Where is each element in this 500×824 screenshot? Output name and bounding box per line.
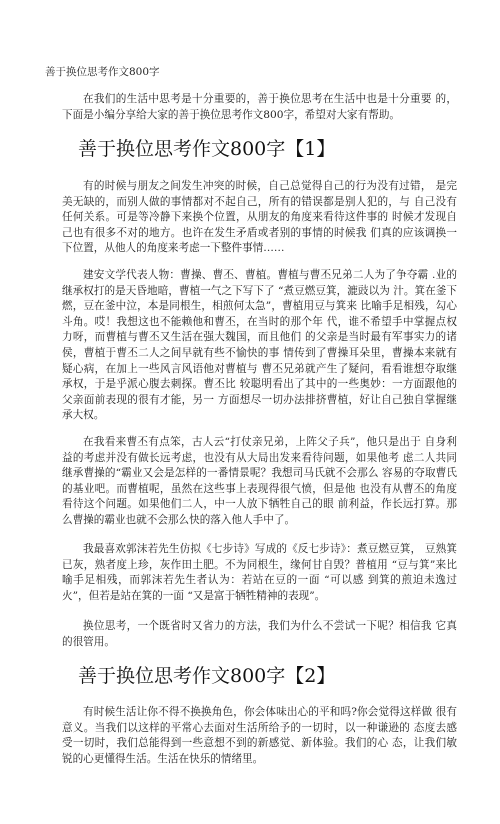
section-1-paragraph-3: 在我看来曹丕有点笨，古人云“打仗亲兄弟，上阵父子兵”，他只是出于 自身利益的考虑并没有做长远考虑，也没有从大局出发来看待问题，如果他考 虑二人共同继承曹操的“霸业又会是怎样的一番情景呢？我想司马氏就不会那么 容易的夺取曹氏的基业吧。而曹植呢，虽然在这些事上表现得很气愤，但是他 也没有从曹丕的角度看待这个问题。如果他们二人，中一人放下牺牲自己的眼 前利益，作长远打算。那么曹操的霸业也就不会那么快的落入他人手中了。: [62, 436, 457, 526]
section-2-heading: 善于换位思考作文800字【2】: [78, 665, 336, 687]
section-1-paragraph-5: 换位思考，一个既省时又省力的方法，我们为什么不尝试一下呢？相信我 它真的很管用。: [62, 620, 457, 648]
intro-paragraph: 在我们的生活中思考是十分重要的，善于换位思考在生活中也是十分重要 的，下面是小编分享给大家的善于换位思考作文800字，希望对大家有帮助。: [62, 93, 457, 121]
section-1-heading: 善于换位思考作文800字【1】: [78, 138, 336, 160]
section-1-paragraph-1: 有的时候与朋友之间发生冲突的时候，自己总觉得自己的行为没有过错， 是完美无缺的，而别人做的事情都对不起自己，所有的错误都是别人犯的，与 自己没有任何关系。可是等冷静下来换个位置，从朋友的角度来看待这件事的 时候才发现自己也有很多不对的地方。也许在发生矛盾或者别的事情的时候我 们真的应该调换一下位置，从他人的角度来考虑一下整件事情……: [62, 180, 457, 255]
section-2-paragraph-1: 有时候生活让你不得不换换角色，你会体味出心的平和吗?你会觉得这样做 很有意义。当我们以这样的平常心去面对生活所给予的一切时，以一种谦逊的 态度去感受一切时，我们总能得到一些意想不到的新感觉、新体验。我们的心 态，让我们敏锐的心更懂得生活。生活在快乐的情绪里。: [62, 706, 457, 765]
section-1-paragraph-4: 我最喜欢郭沫若先生仿拟《七步诗》写成的《反七步诗》：煮豆燃豆箕， 豆熟箕已灰，熟者度上珍，灰作田土肥。不为同根生，缘何甘自毁？普植用 “豆与箕”来比喻手足相残，而郭沫若先生者认为：若站在豆的一面 “可以感 到箕的煎迫未逸过火”，但若是站在箕的一面 “又是富于牺牲精神的表现”。: [62, 543, 457, 602]
section-1-paragraph-2: 建安文学代表人物：曹操、曹丕、曹植。曹植与曹丕兄弟二人为了争夺霸 .业的继承权打的是天昏地暗，曹植一气之下写下了 “煮豆燃豆箕，漉豉以为 汁。箕在釜下燃，豆在釜中泣，本是同根生，相煎何太急”，曹植用豆与箕来 比喻手足相残，勾心斗角。哎！我想这也不能赖他和曹丕，在当时的那个年 代，谁不希望手中掌握点权力呀，而曹植与曹丕又生活在强大魏国，而且他们 的父亲是当时最有军事实力的诸侯，曹植于曹丕二人之间早就有些不愉快的事 情传到了曹操耳朵里，曹操本来就有疑心病，在加上一些风言风语他对曹植与 曹丕兄弟就产生了疑问，看看谁想夺取继承权，于是乎派心腹去刺探。曹丕比 较聪明看出了其中的一些奥妙：一方面跟他的父亲面前表现的很有才能，另一 方面想尽一切办法排挤曹植，好让自己独自掌握继承大权。: [62, 269, 457, 422]
document-title: 善于换位思考作文800字: [45, 66, 160, 78]
